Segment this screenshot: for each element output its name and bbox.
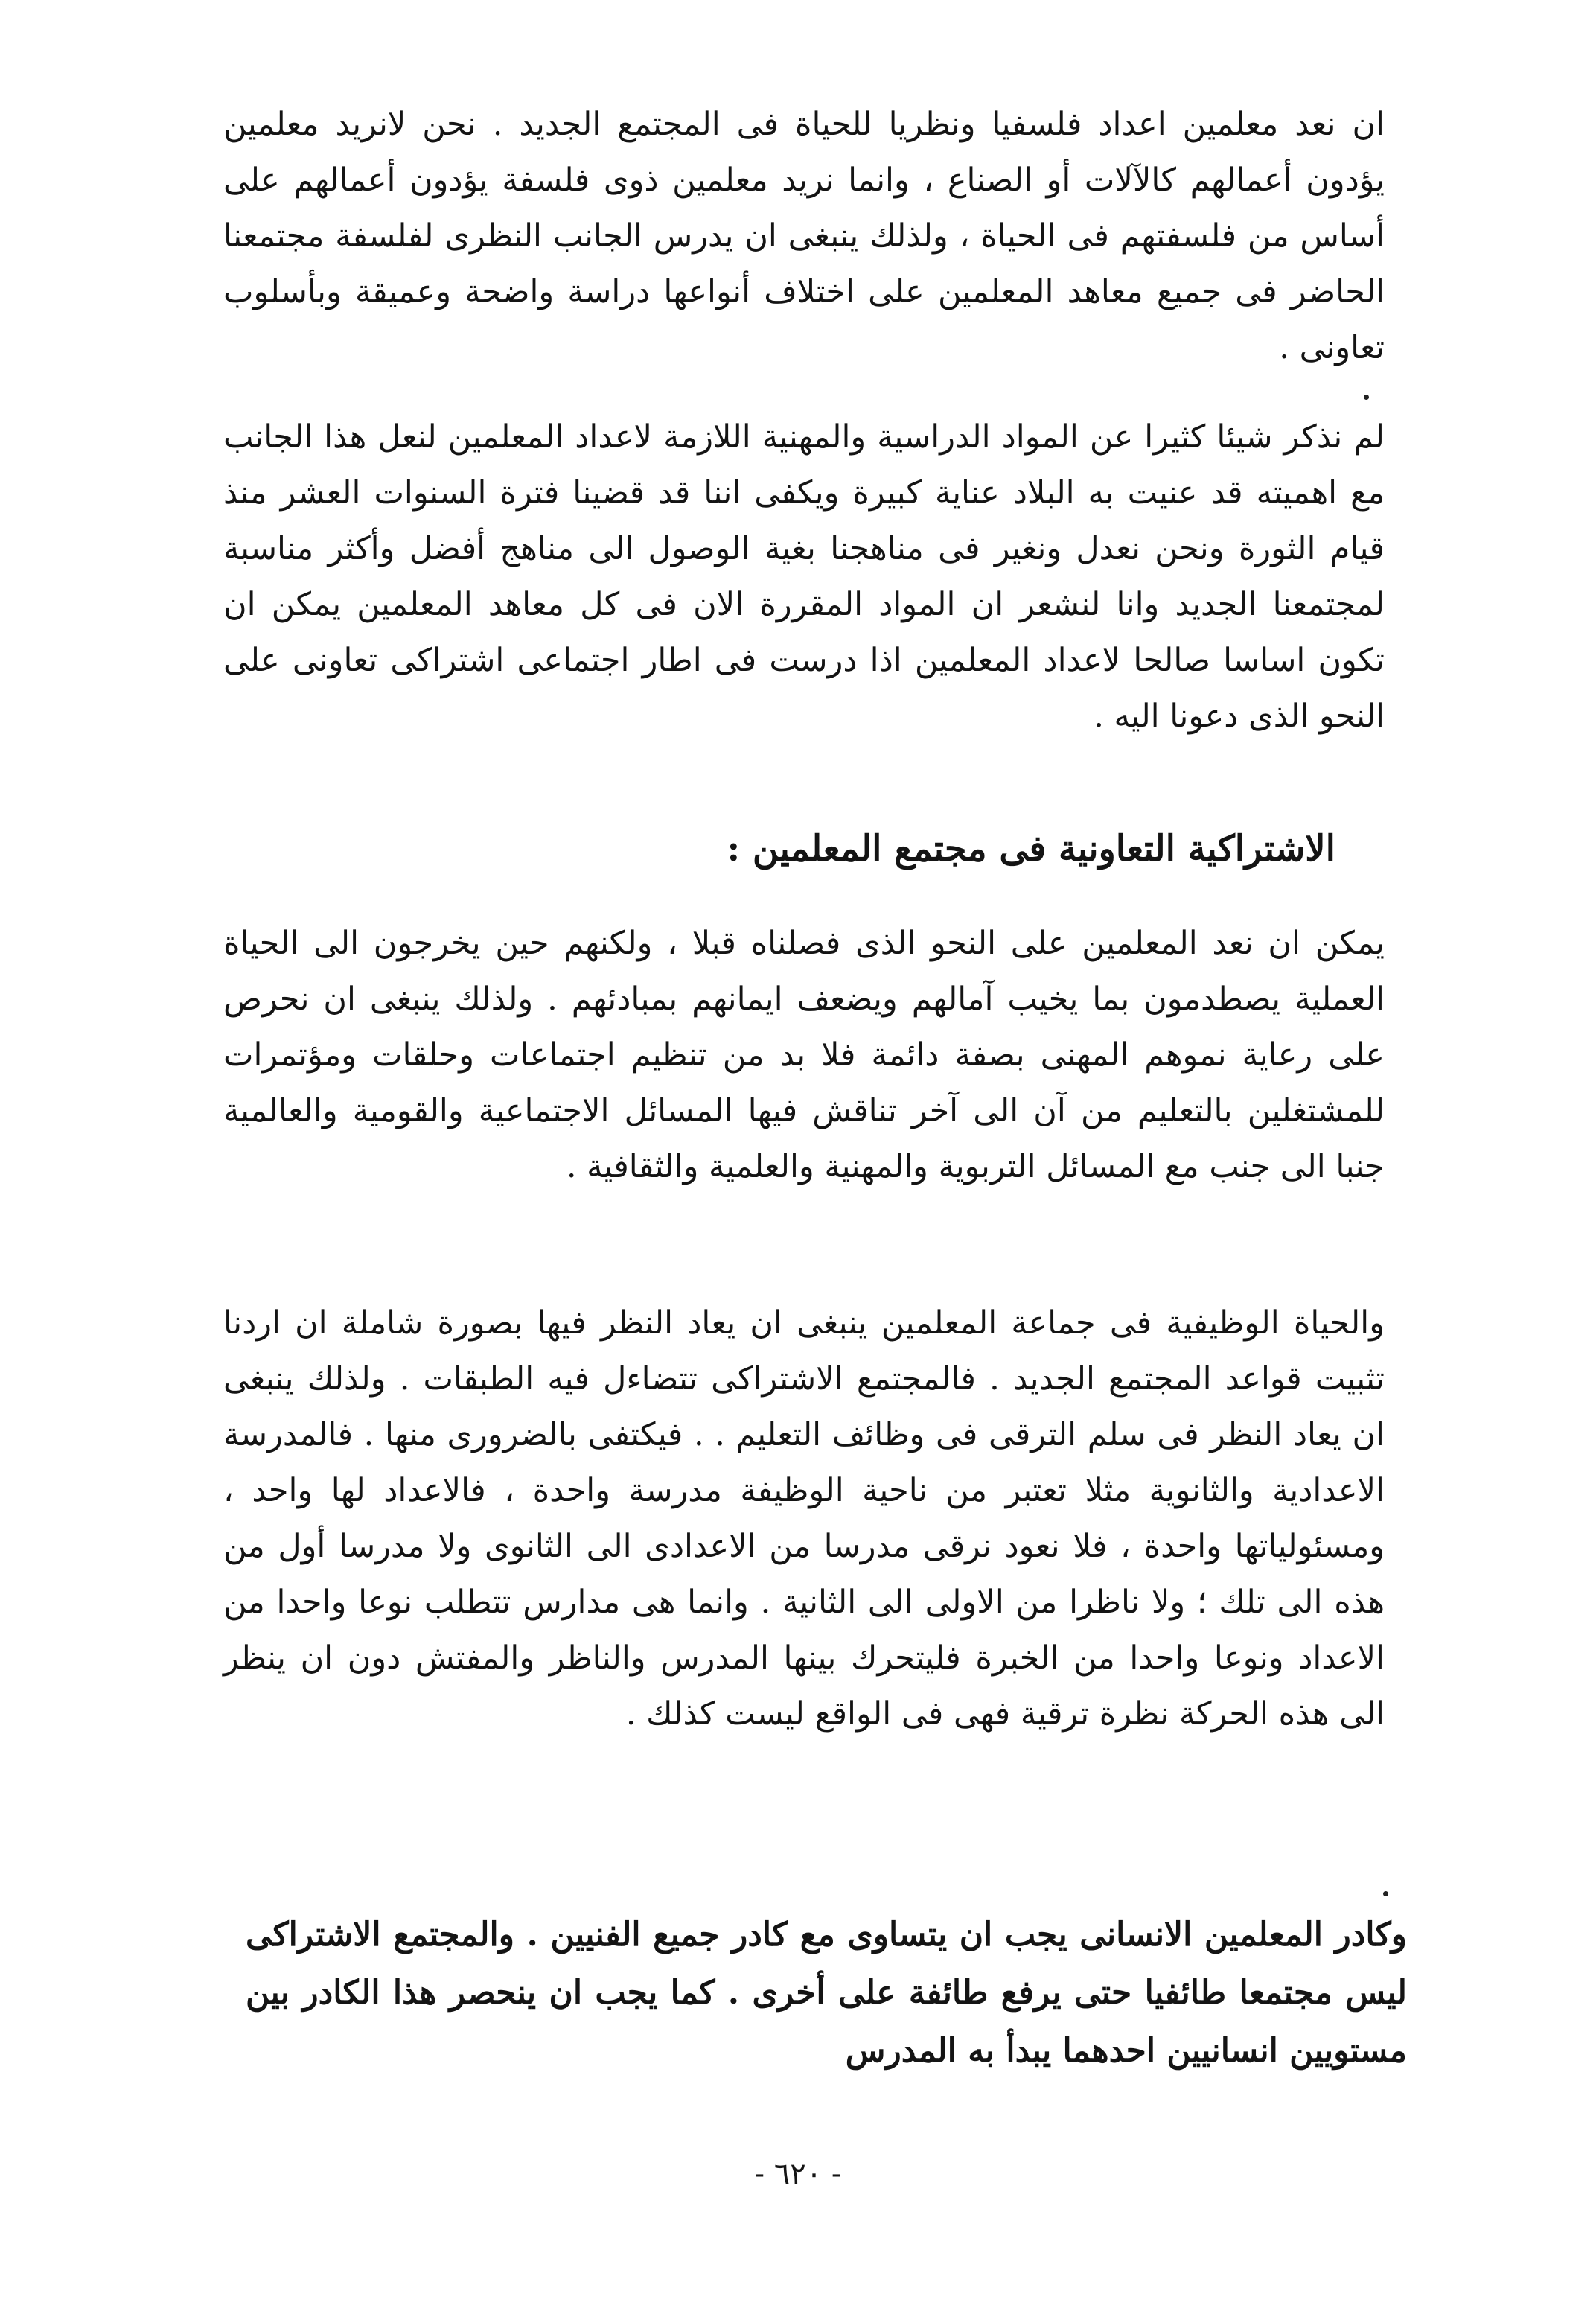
paragraph-1-block xyxy=(223,97,1385,376)
paragraph-5-block xyxy=(246,1906,1407,2080)
paragraph-1: ان نعد معلمين اعداد فلسفيا ونظريا للحياة فى المجتمع الجديد . نحن لانريد معلمين يؤدون أعمالهم كالآلات أو الصناع ، وانما نريد معلمين ذوى فلسفة يؤدون أعمالهم على أساس من فلسفتهم فى الحياة ، ولذلك ينبغى ان يدرس الجانب النظرى لفلسفة مجتمعنا الحاضر فى جميع معاهد المعلمين على اختلاف أنواعها دراسة واضحة وعميقة وبأسلوب تعاونى . xyxy=(223,106,1385,366)
section-heading: الاشتراكية التعاونية فى مجتمع المعلمين : xyxy=(727,828,1335,870)
paragraph-3: يمكن ان نعد المعلمين على النحو الذى فصلناه قبلا ، ولكنهم حين يخرجون الى الحياة العملية يصطدمون بما يخيب آمالهم ويضعف ايمانهم بمبادئهم . ولذلك ينبغى ان نحرص على رعاية نموهم المهنى بصفة دائمة فلا بد من تنظيم اجتماعات وحلقات ومؤتمرات للمشتغلين بالتعليم من آن الى آخر تناقش فيها المسائل الاجتماعية والقومية والعالمية جنبا الى جنب مع المسائل التربوية والمهنية والعلمية والثقافية . xyxy=(223,925,1385,1185)
paragraph-4: والحياة الوظيفية فى جماعة المعلمين ينبغى ان يعاد النظر فيها بصورة شاملة ان اردنا تثبيت قواعد المجتمع الجديد . فالمجتمع الاشتراكى تتضاءل فيه الطبقات . ولذلك ينبغى ان يعاد النظر فى سلم الترقى فى وظائف التعليم . . فيكتفى بالضرورى منها . فالمدرسة الاعدادية والثانوية مثلا تعتبر من ناحية الوظيفة مدرسة واحدة ، فالاعداد لها واحد ، ومسئولياتها واحدة ، فلا نعود نرقى مدرسا من الاعدادى الى الثانوى ولا مدرسا أول من هذه الى تلك ؛ ولا ناظرا من الاولى الى الثانية . وانما هى مدارس تتطلب نوعا واحدا من الاعداد ونوعا واحدا من الخبرة فليتحرك بينها المدرس والناظر والمفتش دون ان ينظر الى هذه الحركة نظرة ترقية فهى فى الواقع ليست كذلك . xyxy=(223,1304,1385,1733)
paragraph-5-bold: وكادر المعلمين الانسانى يجب ان يتساوى مع كادر جميع الفنيين . والمجتمع الاشتراكى ليس مجتمعا طائفيا حتى يرفع طائفة على أخرى . كما يجب ان ينحصر هذا الكادر بين مستويين انسانيين احدهما يبدأ به المدرس xyxy=(246,1916,1407,2070)
paragraph-3-block xyxy=(223,916,1385,1195)
page-number: - ٦٢٠ - xyxy=(754,2157,842,2191)
stray-mark xyxy=(1364,395,1369,400)
paragraph-4-block xyxy=(223,1296,1385,1742)
paragraph-2-block xyxy=(223,409,1385,745)
paragraph-2: لم نذكر شيئا كثيرا عن المواد الدراسية والمهنية اللازمة لاعداد المعلمين لنعل هذا الجانب مع اهميته قد عنيت به البلاد عناية كبيرة ويكفى اننا قد قضينا فترة السنوات العشر منذ قيام الثورة ونحن نعدل ونغير فى مناهجنا بغية الوصول الى مناهج أفضل وأكثر مناسبة لمجتمعنا الجديد وانا لنشعر ان المواد المقررة الان فى كل معاهد المعلمين يمكن ان تكون اساسا صالحا لاعداد المعلمين اذا درست فى اطار اجتماعى اشتراكى تعاونى على النحو الذى دعونا اليه . xyxy=(223,418,1385,735)
stray-mark xyxy=(1383,1891,1388,1896)
